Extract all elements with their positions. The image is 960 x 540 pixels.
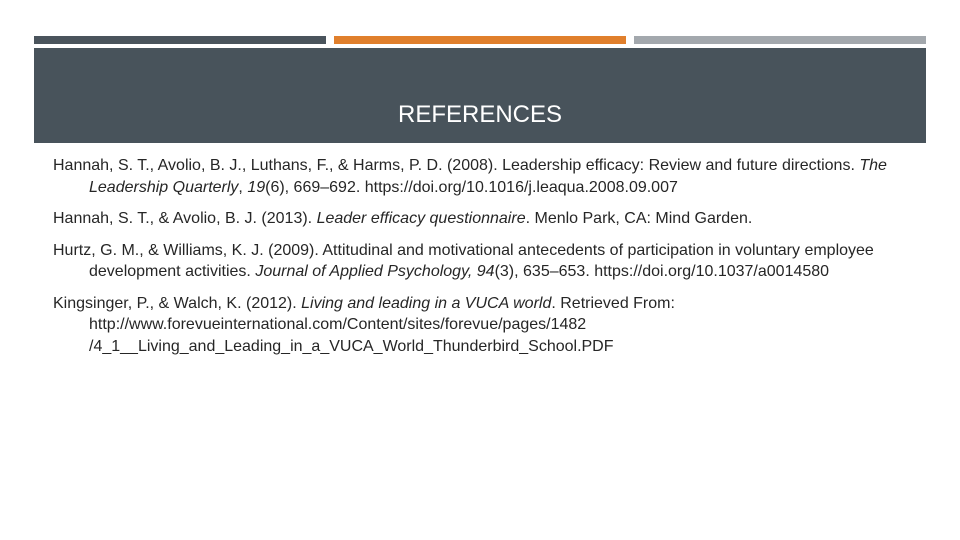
reference-text-tail: . Retrieved From: http://www.forevueinternational.com/Content/sites/forevue/pages/1482 /4_1__Living_and_Leading_in_a_VUCA_World_Thunderbird_School.PDF bbox=[89, 294, 675, 355]
reference-item-kingsinger-2012 bbox=[53, 293, 913, 358]
work-title: Living and leading in a VUCA world bbox=[301, 294, 552, 312]
accent-bar-right bbox=[634, 36, 926, 44]
accent-bar-middle bbox=[334, 36, 626, 44]
slide-title: REFERENCES bbox=[397, 101, 563, 128]
reference-separator: , bbox=[238, 178, 248, 196]
reference-text-tail: (6), 669–692. https://doi.org/10.1016/j.leaqua.2008.09.007 bbox=[265, 178, 678, 196]
journal-volume: 19 bbox=[247, 178, 266, 196]
reference-text: Hannah, S. T., Avolio, B. J., Luthans, F., & Harms, P. D. (2008). Leadership efficacy: Review and future directions. bbox=[53, 157, 860, 174]
title-band bbox=[34, 48, 926, 143]
reference-text-tail: . Menlo Park, CA: Mind Garden. bbox=[525, 210, 753, 227]
journal-title: The Leadership Quarterly bbox=[89, 157, 887, 196]
reference-text: Hannah, S. T., & Avolio, B. J. (2013). bbox=[53, 210, 317, 227]
reference-item-hannah-2013 bbox=[53, 208, 913, 230]
reference-list bbox=[53, 155, 913, 367]
journal-title: Journal of Applied Psychology, 94 bbox=[255, 263, 495, 280]
accent-bar-left bbox=[34, 36, 326, 44]
reference-item-hurtz-2009 bbox=[53, 240, 913, 283]
reference-item-hannah-2008 bbox=[53, 155, 913, 198]
reference-text-tail: (3), 635–653. https://doi.org/10.1037/a0014580 bbox=[494, 263, 830, 280]
work-title: Leader efficacy questionnaire bbox=[316, 210, 526, 227]
reference-text: Hurtz, G. M., & Williams, K. J. (2009). Attitudinal and motivational antecedents of participation in voluntary employee development activities. bbox=[53, 241, 874, 280]
reference-text: Kingsinger, P., & Walch, K. (2012). bbox=[53, 294, 302, 312]
